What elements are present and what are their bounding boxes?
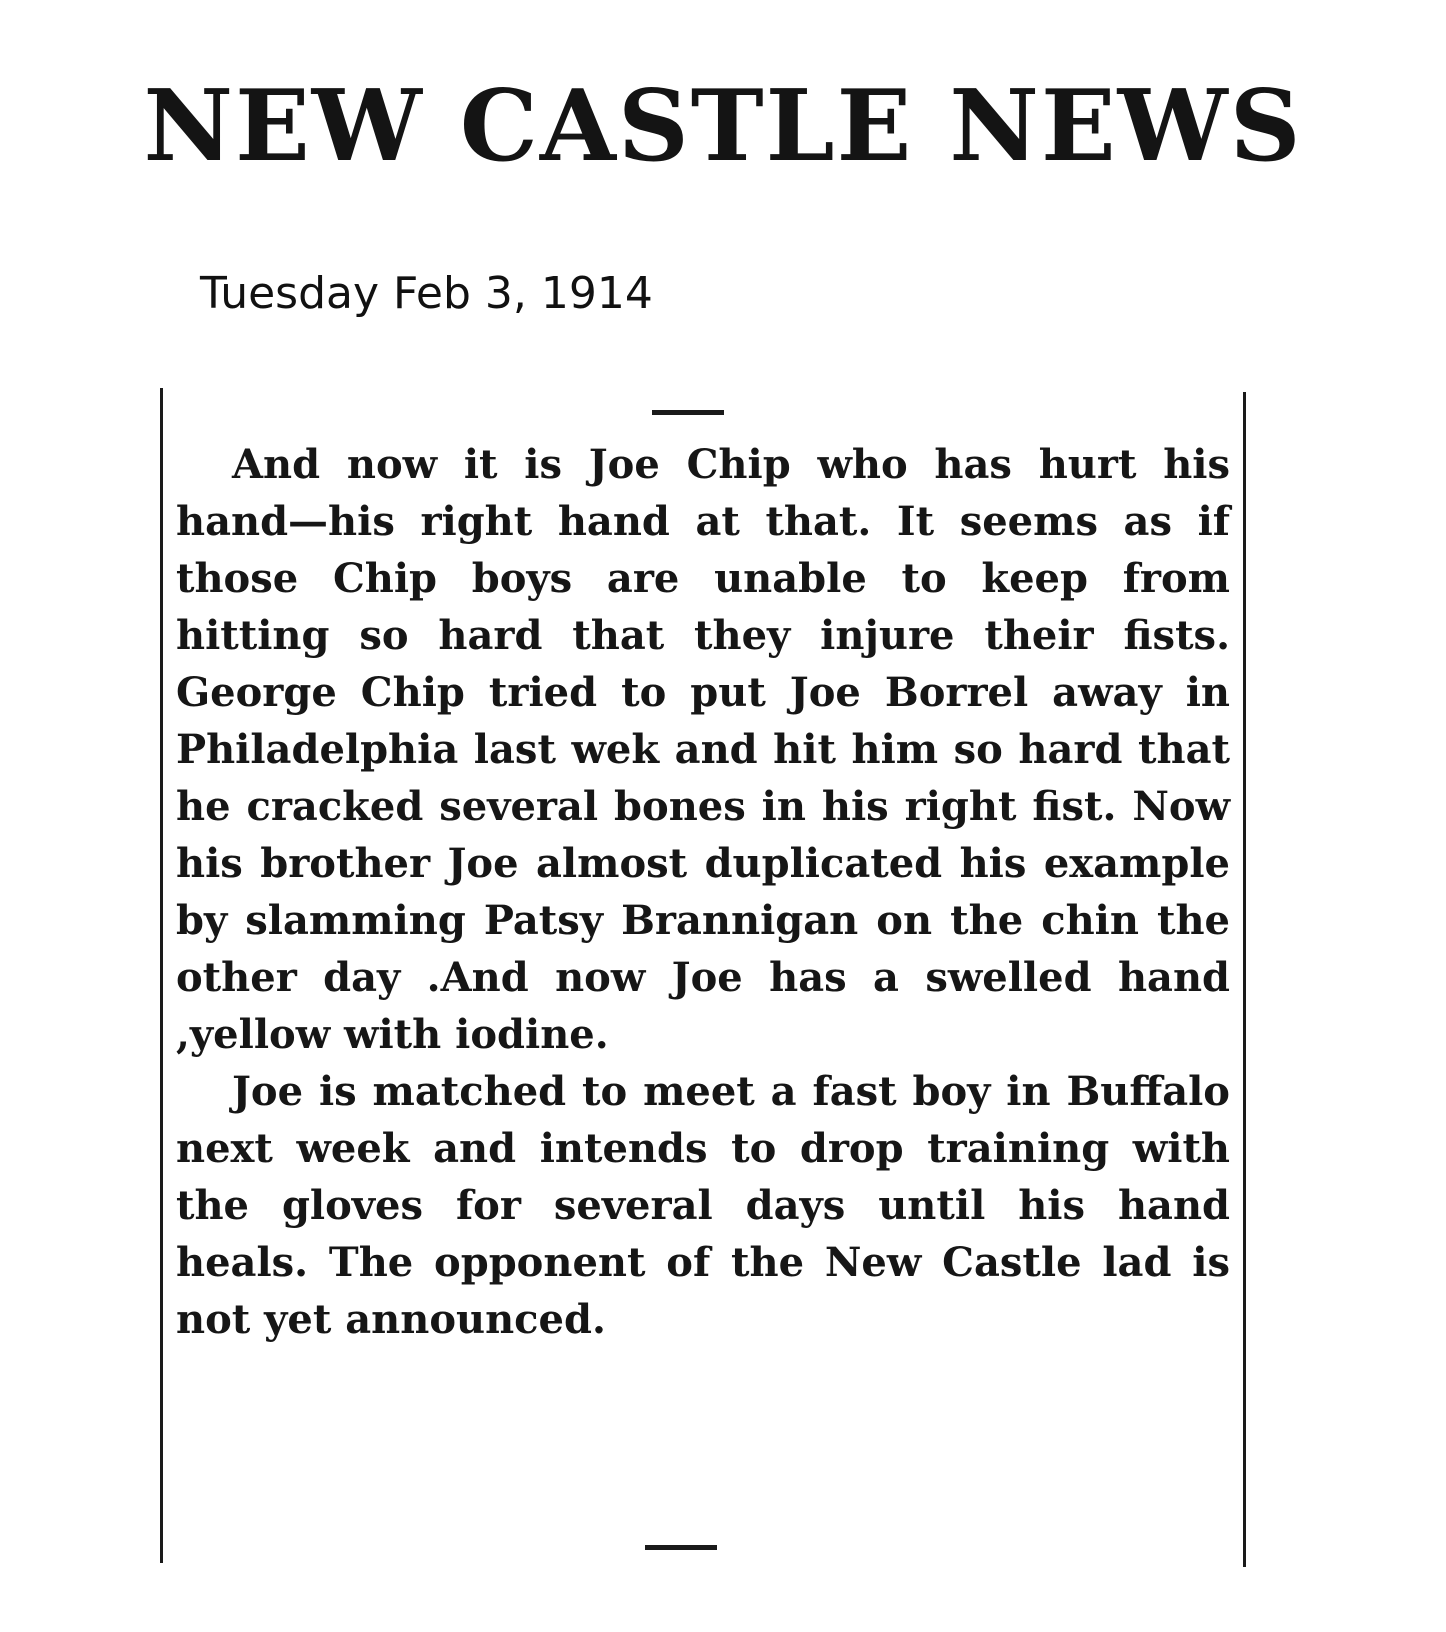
column-rule-left [160,388,163,1563]
dateline: Tuesday Feb 3, 1914 [200,268,653,319]
article-paragraph: Joe is matched to meet a fast boy in Buffalo next week and intends to drop training with the gloves for several days until his hand heals. The opponent of the New Castle lad is not yet announced. [176,1068,1230,1343]
masthead: NEW CASTLE NEWS [143,69,1303,184]
article-paragraph: And now it is Joe Chip who has hurt his hand—his right hand at that. It seems as if those Chip boys are unable to keep from hitting so hard that they injure their fists. George Chip tried to put Joe Borrel away in Philadelphia last wek and hit him so hard that he cracked several bones in his right fist. Now his brother Joe almost duplicated his example by slamming Patsy Brannigan on the chin the other day .And now Joe has a swelled hand ,yellow with iodine. [176,441,1230,1058]
column-rule-right [1243,392,1246,1567]
bottom-dash [645,1545,717,1550]
top-dash [652,410,724,415]
article-body [176,436,1230,1348]
